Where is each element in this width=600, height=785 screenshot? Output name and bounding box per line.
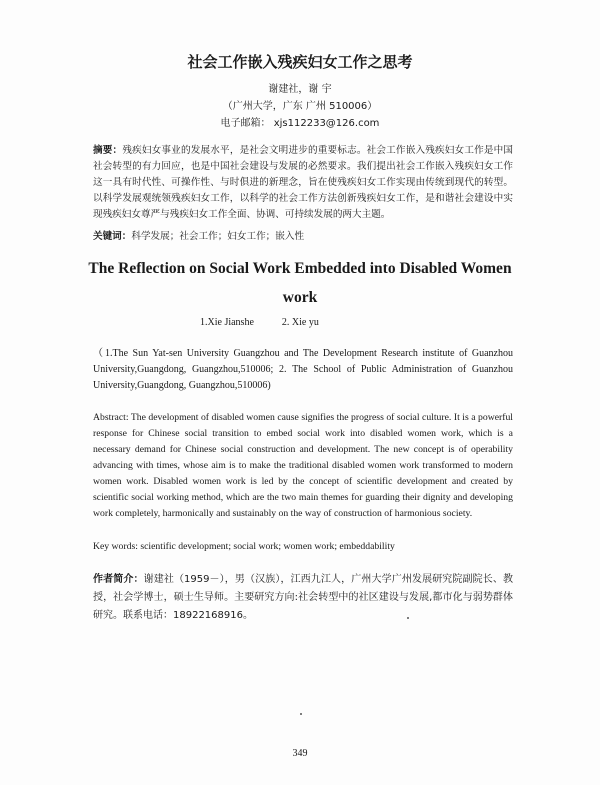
scan-speck <box>300 713 302 715</box>
page-number: 349 <box>292 748 308 759</box>
title-chinese: 社会工作嵌入残疾妇女工作之思考 <box>187 53 413 71</box>
affiliation-english: （1.The Sun Yat-sen University Guangzhou and The Development Research institute of Guanzhou University,Guangdong, Guangzhou,510006; 2. The School of Public Administration of Guanzhou University,Guangdong, Guangzhou,510006) <box>93 348 513 391</box>
authors-chinese: 谢建社，谢 宇 <box>268 84 332 95</box>
email-chinese: 电子邮箱： xjs112233@126.com <box>220 118 380 129</box>
author-english-1: 1.Xie Jianshe <box>200 317 254 328</box>
keywords-chinese-label: 关键词： <box>93 231 132 242</box>
author-english-2: 2. Xie yu <box>281 317 319 328</box>
scan-speck <box>407 617 409 619</box>
abstract-chinese <box>93 143 513 223</box>
abstract-chinese-text: 残疾妇女事业的发展水平，是社会文明进步的重要标志。社会工作嵌入残疾妇女工作是中国社会转型的有力回应，也是中国社会建设与发展的必然要求。我们提出社会工作嵌入残疾妇女工作这一具有时代性、可操作性、与时俱进的新理念，旨在使残疾妇女工作实现由传统到现代的转型。以科学发展观统领残疾妇女工作，以科学的社会工作方法创新残疾妇女工作，是和谐社会建设中实现残疾妇女尊严与残疾妇女工作全面、协调、可持续发展的两大主题。 <box>93 145 514 220</box>
author-bio-chinese <box>93 571 513 625</box>
keywords-chinese-text: 科学发展；社会工作；妇女工作；嵌入性 <box>131 231 305 242</box>
abstract-chinese-label: 摘要： <box>93 145 123 156</box>
title-english-line2: work <box>282 289 318 306</box>
affiliation-chinese: （广州大学，广东 广州 510006） <box>222 101 378 112</box>
authors-english <box>200 317 347 328</box>
keywords-english: Key words: scientific development; social work; women work; embeddability <box>93 541 395 552</box>
abstract-english: Abstract: The development of disabled women cause signifies the progress of social culture. It is a powerful response for Chinese social transition to embed social work into disabled women work, which is a necessary demand for Chinese social construction and development. The new concept is of operability advancing with times, whose aim is to make the traditional disabled women work transformed to modern women work. Disabled women work is led by the concept of scientific development and created by scientific social working method, which are the two main themes for guarding their dignity and developing work completely, harmonically and sustainably on the way of construction of harmonious society. <box>93 412 513 519</box>
title-english-line1: The Reflection on Social Work Embedded into Disabled Women <box>88 260 512 277</box>
author-bio-label: 作者简介： <box>93 574 144 585</box>
keywords-chinese <box>93 228 513 242</box>
author-bio-text: 谢建社（1959－），男（汉族），江西九江人，广州大学广州发展研究院副院长、教授，社会学博士，硕士生导师。主要研究方向:社会转型中的社区建设与发展,都市化与弱势群体研究。联系电话：18922168916。 <box>93 574 514 621</box>
